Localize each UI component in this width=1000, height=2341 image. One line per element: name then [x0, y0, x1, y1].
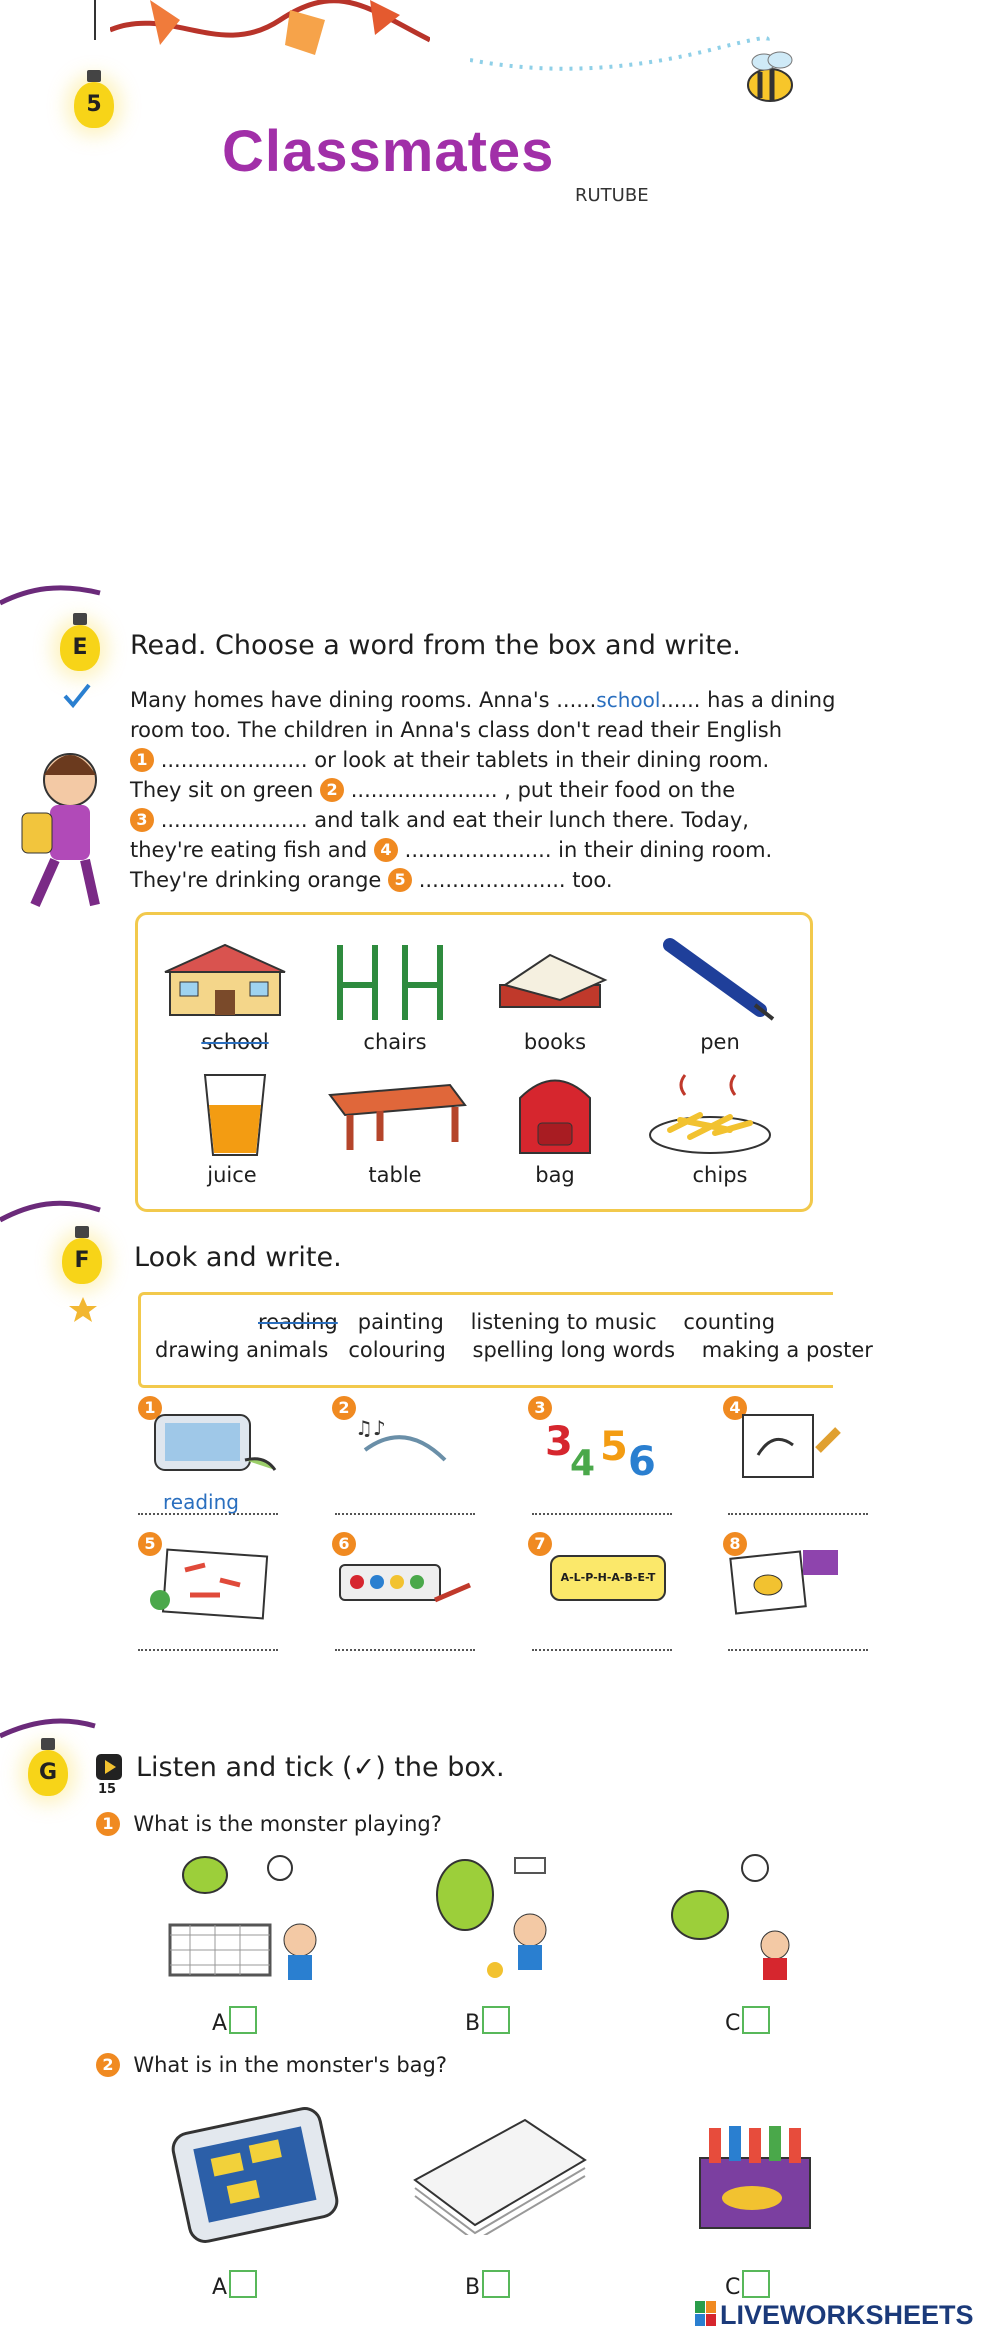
check-icon	[62, 683, 92, 709]
answer-line-1[interactable]	[138, 1512, 278, 1515]
blank-4[interactable]: ...................... in their dining room.	[404, 838, 773, 862]
option-a	[212, 2270, 257, 2300]
item-number: 5	[138, 1532, 162, 1556]
question-text: What is the monster playing?	[133, 1812, 442, 1836]
passage-text: They sit on green	[130, 778, 314, 802]
section-g-badge: G	[28, 1750, 68, 1796]
monster-basketball-icon	[420, 1850, 590, 1985]
school-icon	[160, 940, 290, 1020]
crayon-box-icon	[690, 2118, 840, 2238]
passage-text: Many homes have dining rooms. Anna's ......	[130, 688, 597, 712]
liveworksheets-brand[interactable]: LIVEWORKSHEETS	[720, 2300, 974, 2330]
item-number: 6	[332, 1532, 356, 1556]
girl-illustration-icon	[0, 745, 120, 915]
svg-text:♫♪: ♫♪	[355, 1416, 386, 1440]
answer-line-2[interactable]	[335, 1512, 475, 1515]
blank-5[interactable]: ...................... too.	[418, 868, 613, 892]
track-number: 15	[98, 1782, 117, 1797]
option-label: C	[725, 2011, 741, 2036]
audio-play-button[interactable]	[96, 1754, 122, 1780]
blank-2[interactable]: ...................... , put their food on the	[350, 778, 736, 802]
option-b	[465, 2270, 510, 2300]
word-reading: reading	[258, 1310, 338, 1334]
page-title: Classmates	[222, 119, 555, 184]
option-a	[212, 2006, 257, 2036]
option-label: C	[725, 2275, 741, 2300]
section-g-heading: Listen and tick (✓) the box.	[136, 1752, 505, 1783]
word-making-poster: making a poster	[701, 1338, 873, 1362]
ribbon-decoration-icon	[0, 578, 120, 618]
word-chairs: chairs	[363, 1030, 427, 1054]
answer-line-6[interactable]	[335, 1648, 475, 1651]
answer-line-4[interactable]	[728, 1512, 868, 1515]
option-label: A	[212, 2275, 228, 2300]
star-icon	[68, 1295, 98, 1325]
bulb-cord	[94, 0, 96, 40]
svg-text:4: 4	[570, 1443, 596, 1484]
word-books: books	[523, 1030, 587, 1054]
alphabet-bubble: A-L-P-H-A-B-E-T	[550, 1555, 666, 1601]
tick-box-q1-b[interactable]	[482, 2006, 510, 2034]
question-number: 1	[96, 1812, 120, 1836]
liveworksheets-logo-icon	[695, 2301, 717, 2327]
blank-number: 3	[130, 808, 154, 832]
books-icon	[490, 940, 620, 1020]
svg-text:5: 5	[600, 1424, 628, 1470]
unit-number-bulb: 5	[74, 82, 114, 128]
dotted-flight-path-icon	[470, 30, 770, 80]
bag-icon	[500, 1068, 610, 1163]
option-label: A	[212, 2011, 228, 2036]
colouring-bee-icon	[728, 1540, 848, 1615]
item-number: 4	[723, 1396, 747, 1420]
svg-text:3: 3	[545, 1419, 573, 1465]
poster-icon	[140, 1545, 290, 1625]
section-e-badge: E	[60, 625, 100, 671]
word-table: table	[368, 1163, 422, 1187]
blank-1[interactable]: ...................... or look at their tablets in their dining room.	[160, 748, 770, 772]
question-1	[96, 1812, 442, 1836]
answer-reading[interactable]: reading	[163, 1490, 239, 1514]
word-pen: pen	[700, 1030, 740, 1054]
blank-3[interactable]: ...................... and talk and eat their lunch there. Today,	[160, 808, 749, 832]
answer-line-5[interactable]	[138, 1648, 278, 1651]
leaves-decoration-icon	[110, 0, 430, 70]
tick-box-q1-a[interactable]	[229, 2006, 257, 2034]
answer-line-8[interactable]	[728, 1648, 868, 1651]
item-number: 8	[723, 1532, 747, 1556]
section-f-heading: Look and write.	[134, 1242, 342, 1273]
passage-text: they're eating fish and	[130, 838, 368, 862]
chips-icon	[645, 1065, 775, 1160]
play-icon	[96, 1754, 122, 1780]
section-f-badge: F	[62, 1238, 102, 1284]
question-number: 2	[96, 2053, 120, 2077]
answer-school[interactable]: school	[596, 688, 661, 712]
pen-icon	[655, 935, 785, 1025]
item-number: 1	[138, 1396, 162, 1420]
reading-passage	[130, 685, 850, 895]
monster-tennis-icon	[160, 1850, 340, 1985]
passage-text: room too. The children in Anna's class don't read their English	[130, 718, 783, 742]
option-label: B	[465, 2275, 481, 2300]
option-c	[725, 2270, 770, 2300]
word-bag: bag	[535, 1163, 575, 1187]
watermark-text: RUTUBE	[575, 185, 649, 206]
word-colouring: colouring	[348, 1338, 446, 1362]
option-label: B	[465, 2011, 481, 2036]
headphones-music-icon	[345, 1410, 465, 1480]
item-number: 2	[332, 1396, 356, 1420]
tick-box-q2-a[interactable]	[229, 2270, 257, 2298]
section-e-heading: Read. Choose a word from the box and write.	[130, 630, 741, 661]
ribbon-decoration-icon	[0, 1192, 120, 1232]
tablet-icon	[150, 1405, 280, 1485]
item-number: 7	[528, 1532, 552, 1556]
blank-number: 2	[320, 778, 344, 802]
word-juice: juice	[207, 1163, 257, 1187]
paintbox-icon	[335, 1555, 475, 1615]
monster-football-icon	[655, 1850, 825, 1985]
table-icon	[320, 1075, 470, 1155]
tick-box-q1-c[interactable]	[742, 2006, 770, 2034]
word-school: school	[201, 1030, 269, 1054]
tick-box-q2-b[interactable]	[482, 2270, 510, 2298]
tablet-icon	[165, 2105, 345, 2245]
word-painting: painting	[357, 1310, 444, 1334]
item-number: 3	[528, 1396, 552, 1420]
svg-text:6: 6	[628, 1439, 656, 1485]
blank-number: 1	[130, 748, 154, 772]
tick-box-q2-c[interactable]	[742, 2270, 770, 2298]
question-2	[96, 2053, 447, 2077]
activity-word-row	[155, 1338, 873, 1362]
word-listening: listening to music	[470, 1310, 657, 1334]
activity-word-row	[258, 1310, 775, 1334]
answer-line-3[interactable]	[532, 1512, 672, 1515]
option-b	[465, 2006, 510, 2036]
option-c	[725, 2006, 770, 2036]
ribbon-decoration-icon	[0, 1708, 110, 1748]
word-chips: chips	[692, 1163, 748, 1187]
passage-text: ...... has a dining	[660, 688, 836, 712]
juice-icon	[195, 1070, 275, 1160]
bee-icon	[730, 40, 810, 120]
word-drawing-animals: drawing animals	[155, 1338, 329, 1362]
chairs-icon	[320, 935, 470, 1025]
blank-number: 5	[388, 868, 412, 892]
numbers-icon	[540, 1405, 670, 1485]
answer-line-7[interactable]	[532, 1648, 672, 1651]
word-spelling: spelling long words	[472, 1338, 676, 1362]
question-text: What is in the monster's bag?	[133, 2053, 448, 2077]
drawing-zebra-icon	[738, 1410, 848, 1485]
blank-number: 4	[374, 838, 398, 862]
paper-stack-icon	[405, 2110, 590, 2235]
word-counting: counting	[683, 1310, 776, 1334]
passage-text: They're drinking orange	[130, 868, 382, 892]
